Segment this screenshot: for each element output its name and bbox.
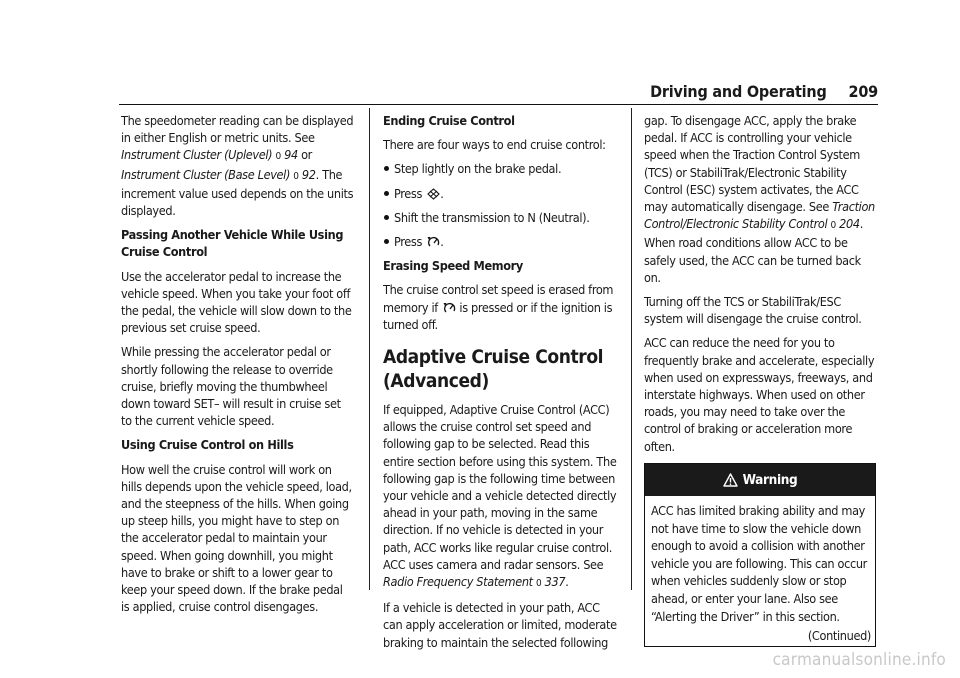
- cross-reference[interactable]: Instrument Cluster (Base Level): [121, 166, 291, 182]
- page-arrow-icon: 0: [275, 151, 281, 163]
- column-right: [644, 112, 876, 647]
- paragraph: How well the cruise control will work on hills depends upon the vehicle speed, load, and the steepness of the hills. When going up steep hills, you might have to step on the accelerator pedal to maintain your speed. When going downhill, you might have to brake or shift to a lower gear to keep your speed down. If the brake pedal is applied, cruise control disengages.: [121, 461, 352, 615]
- cruise-control-icon: [427, 236, 440, 248]
- section-heading: Adaptive Cruise Control (Advanced): [383, 346, 604, 393]
- warning-text: ACC has limited braking ability and may not have time to slow the vehicle down enough to avoid a collision with another vehicle you are following. This can occur when vehicles suddenly slow or stop ahead, or enter your lane. Also see “Alerting the Driver” in this section.: [651, 503, 867, 624]
- paragraph: While pressing the accelerator pedal or shortly following the release to override cruise, briefly moving the thumbwheel down toward SET– will result in cruise set to the current vehicle speed.: [121, 344, 341, 429]
- warning-header: [645, 464, 875, 496]
- paragraph: Use the accelerator pedal to increase the vehicle speed. When you take your foot off the pedal, the vehicle will slow down to the previous set cruise speed.: [121, 268, 352, 336]
- column-middle: [383, 112, 619, 658]
- page-arrow-icon: 0: [830, 220, 836, 232]
- subheading: Using Cruise Control on Hills: [121, 437, 294, 453]
- subheading: Erasing Speed Memory: [383, 258, 523, 274]
- list-item: Press .: [383, 233, 619, 250]
- warning-icon: [723, 473, 738, 487]
- page-reference[interactable]: 337: [544, 574, 566, 590]
- page-reference[interactable]: 92: [301, 166, 316, 182]
- page-number: 209: [848, 82, 878, 101]
- warning-box: [644, 463, 876, 648]
- paragraph: Turning off the TCS or StabiliTrak/ESC system will disengage the cruise control.: [644, 294, 862, 327]
- section-title: Driving and Operating: [650, 82, 827, 101]
- page-reference[interactable]: 94: [284, 147, 298, 163]
- paragraph: If equipped, Adaptive Cruise Control (ACC) allows the cruise control set speed and following gap to be selected. Read this entire section before using this system. The following gap is the following time between your vehicle and a vehicle detected directly ahead in your path, moving in the same direction. If no vehicle is detected in your path, ACC works like regular cruise control. ACC uses camera and radar sensors. See Radio Frequency Statement 0 337.: [383, 402, 617, 590]
- cross-reference[interactable]: Traction Control/Electronic Stability Control: [644, 199, 875, 232]
- page-reference[interactable]: 204: [839, 216, 860, 232]
- paragraph: There are four ways to end cruise control:: [383, 137, 606, 153]
- list-item: Shift the transmission to N (Neutral).: [383, 209, 619, 226]
- continued-label: (Continued): [807, 628, 871, 644]
- list-item: Step lightly on the brake pedal.: [383, 160, 619, 177]
- cruise-control-icon: [443, 302, 456, 314]
- cross-reference[interactable]: Radio Frequency Statement: [383, 574, 533, 590]
- paragraph: gap. To disengage ACC, apply the brake pedal. If ACC is controlling your vehicle speed when the Traction Control System (TCS) or StabiliTrak/Electronic Stability Control (ESC) system activates, the ACC may automatically disengage. See Traction Control/Electronic Stability Control 0 204. When road conditions allow ACC to be safely used, the ACC can be turned back on.: [644, 113, 875, 285]
- running-header: [0, 82, 878, 101]
- header-rule: [119, 104, 878, 105]
- warning-title: Warning: [742, 471, 798, 488]
- column-divider: [369, 108, 370, 590]
- bullet-list: [383, 160, 619, 250]
- watermark: carmanualsonline.info: [772, 650, 946, 670]
- list-item: Press .: [383, 185, 619, 202]
- cruise-cancel-icon: [427, 188, 440, 200]
- subheading: Ending Cruise Control: [383, 113, 515, 128]
- column-divider: [631, 108, 632, 590]
- page-arrow-icon: 0: [293, 170, 299, 182]
- column-left: [121, 112, 354, 622]
- paragraph: ACC can reduce the need for you to frequently brake and accelerate, especially when used on expressways, freeways, and interstate highways. When used on other roads, you may need to take over the control of braking or acceleration more often.: [644, 335, 875, 454]
- paragraph: If a vehicle is detected in your path, ACC can apply acceleration or limited, moderate braking to maintain the selected following: [383, 600, 617, 650]
- cross-reference[interactable]: Instrument Cluster (Uplevel): [121, 147, 273, 163]
- page-arrow-icon: 0: [536, 578, 542, 590]
- paragraph: The cruise control set speed is erased from memory if is pressed or if the ignition is turned off.: [383, 282, 614, 332]
- subheading: Passing Another Vehicle While Using Cruise Control: [121, 227, 344, 260]
- paragraph: The speedometer reading can be displayed in either English or metric units. See Instrument Cluster (Uplevel) 0 94 or Instrument Cluster (Base Level) 0 92. The increment value used depends on the units displayed.: [121, 113, 354, 219]
